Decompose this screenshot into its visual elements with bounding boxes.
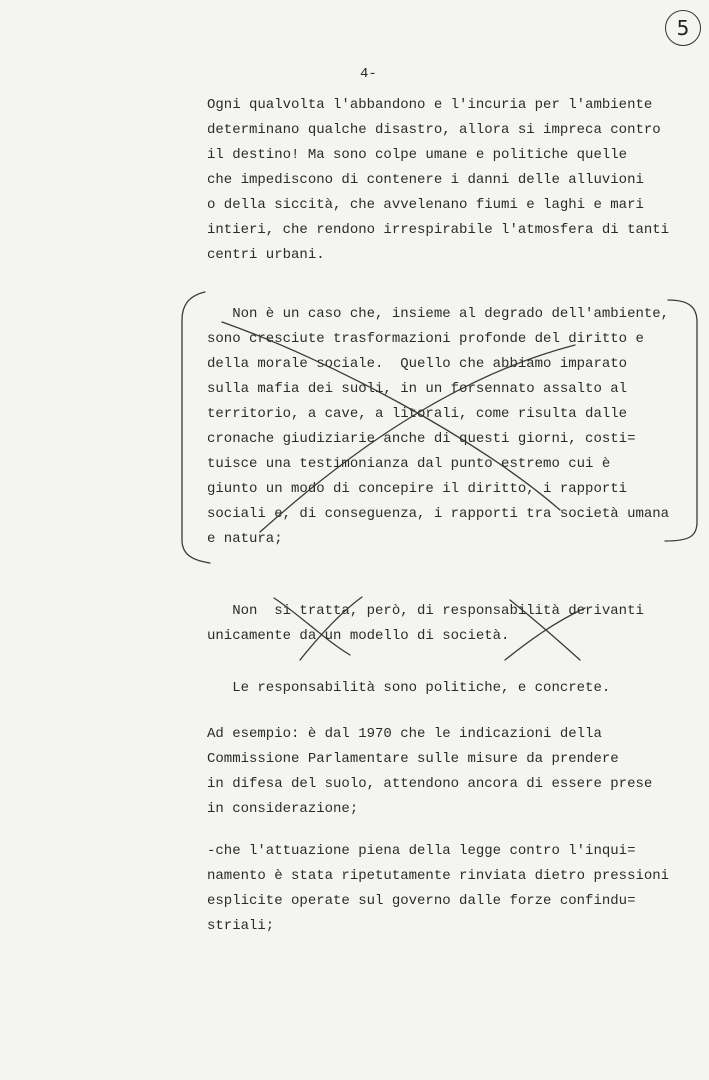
text-line: sulla mafia dei suoli, in un forsennato assalto al	[207, 381, 628, 397]
text-line: namento è stata ripetutamente rinviata dietro pressioni	[207, 868, 670, 884]
text-line: giunto un modo di concepire il diritto, i rapporti	[207, 481, 628, 497]
text-line: della morale sociale. Quello che abbiamo imparato	[207, 356, 628, 372]
text-line: esplicite operate sul governo dalle forze confindu=	[207, 893, 636, 909]
text-line: intieri, che rendono irrespirabile l'atmosfera di tanti	[207, 222, 670, 238]
text-line: determinano qualche disastro, allora si impreca contro	[207, 122, 661, 138]
paragraph-2-struck	[207, 302, 687, 552]
text-line: e natura;	[207, 531, 283, 547]
text-line: Commissione Parlamentare sulle misure da prendere	[207, 751, 619, 767]
paragraph-5	[207, 722, 687, 822]
text-line: o della siccità, che avvelenano fiumi e laghi e mari	[207, 197, 644, 213]
text-line: Ad esempio: è dal 1970 che le indicazioni della	[207, 726, 602, 742]
text-line: Ogni qualvolta l'abbandono e l'incuria per l'ambiente	[207, 97, 653, 113]
text-line: sono cresciute trasformazioni profonde del diritto e	[207, 331, 644, 347]
text-line: tuisce una testimonianza dal punto estremo cui è	[207, 456, 611, 472]
text-line: che impediscono di contenere i danni delle alluvioni	[207, 172, 644, 188]
paragraph-3-struck	[207, 599, 687, 649]
text-line: Le responsabilità sono politiche, e concrete.	[207, 680, 611, 696]
text-line: il destino! Ma sono colpe umane e politiche quelle	[207, 147, 628, 163]
text-line: Non è un caso che, insieme al degrado dell'ambiente,	[207, 306, 670, 322]
text-line: striali;	[207, 918, 275, 934]
page-number: 4-	[360, 66, 377, 82]
text-line: Non si tratta, però, di responsabilità derivanti	[207, 603, 644, 619]
circled-page-number: 5	[665, 10, 701, 46]
text-line: in considerazione;	[207, 801, 359, 817]
left-bracket-mark	[182, 292, 210, 563]
text-line: cronache giudiziarie anche di questi giorni, costi=	[207, 431, 636, 447]
text-line: unicamente da un modello di società.	[207, 628, 510, 644]
text-line: in difesa del suolo, attendono ancora di essere prese	[207, 776, 653, 792]
text-line: territorio, a cave, a litorali, come risulta dalle	[207, 406, 628, 422]
paragraph-6	[207, 839, 687, 939]
text-line: sociali e, di conseguenza, i rapporti tra società umana	[207, 506, 670, 522]
paragraph-4	[207, 676, 687, 701]
text-line: centri urbani.	[207, 247, 325, 263]
paragraph-1	[207, 93, 687, 268]
text-line: -che l'attuazione piena della legge contro l'inqui=	[207, 843, 636, 859]
